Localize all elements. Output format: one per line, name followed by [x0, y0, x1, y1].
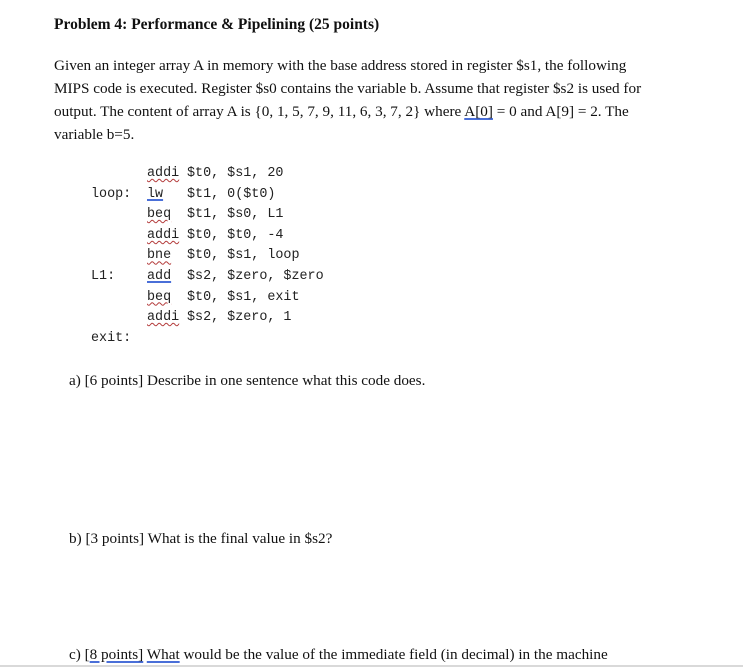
code-operands: $t1, $s0, L1 [187, 207, 284, 223]
code-opcode: beq [147, 207, 172, 223]
question-b: b) [3 points] What is the final value in $s2? [69, 530, 333, 547]
code-line [91, 329, 324, 350]
code-operands: $s2, $zero, $zero [187, 268, 324, 284]
description-line-3-start: output. The content of array A is {0, 1, 5, 7, 9, 11, 6, 3, 7, 2} where [54, 103, 465, 120]
code-line [91, 226, 324, 247]
problem-description [54, 54, 729, 146]
description-line-3 [54, 100, 729, 123]
code-operands: $t0, $s1, exit [187, 289, 300, 305]
question-c-prefix: c) [ [69, 646, 90, 663]
description-line-2: MIPS code is executed. Register $s0 contains the variable b. Assume that register $s2 is used for [54, 80, 642, 97]
array-element-a0: A[0] [464, 103, 493, 120]
code-operands: $t0, $s1, loop [187, 248, 300, 264]
code-operands: $t1, 0($t0) [187, 186, 276, 202]
code-opcode: lw [147, 186, 164, 202]
description-line-1: Given an integer array A in memory with the base address stored in register $s1, the following [54, 57, 627, 74]
question-c [69, 646, 608, 664]
problem-title: Problem 4: Performance & Pipelining (25 points) [54, 16, 380, 33]
code-operands: $t0, $t0, -4 [187, 227, 284, 243]
code-opcode: add [147, 268, 172, 284]
code-line [91, 308, 324, 329]
code-line [91, 164, 324, 185]
code-opcode: beq [147, 289, 172, 305]
question-a: a) [6 points] Describe in one sentence what this code does. [69, 372, 426, 389]
code-label: L1: [91, 268, 116, 284]
code-label: exit: [91, 330, 132, 346]
question-c-what: What [146, 646, 180, 663]
code-opcode: addi [147, 227, 180, 243]
code-opcode: bne [147, 248, 172, 264]
code-opcode: addi [147, 166, 180, 181]
code-line [91, 288, 324, 309]
question-c-rest: would be the value of the immediate field (in decimal) in the machine [179, 646, 608, 663]
code-operands: $t0, $s1, 20 [187, 166, 284, 181]
code-label: loop: [91, 186, 132, 202]
description-line-3-end: = 0 and A[9] = 2. The [492, 103, 629, 120]
code-opcode: addi [147, 310, 180, 326]
code-line [91, 246, 324, 267]
description-line-4: variable b=5. [54, 126, 135, 143]
mips-code-block [91, 164, 324, 349]
code-line [91, 267, 324, 288]
question-c-points: 8 points] [89, 646, 144, 663]
code-line [91, 205, 324, 226]
code-line [91, 185, 324, 206]
code-operands: $s2, $zero, 1 [187, 310, 292, 326]
